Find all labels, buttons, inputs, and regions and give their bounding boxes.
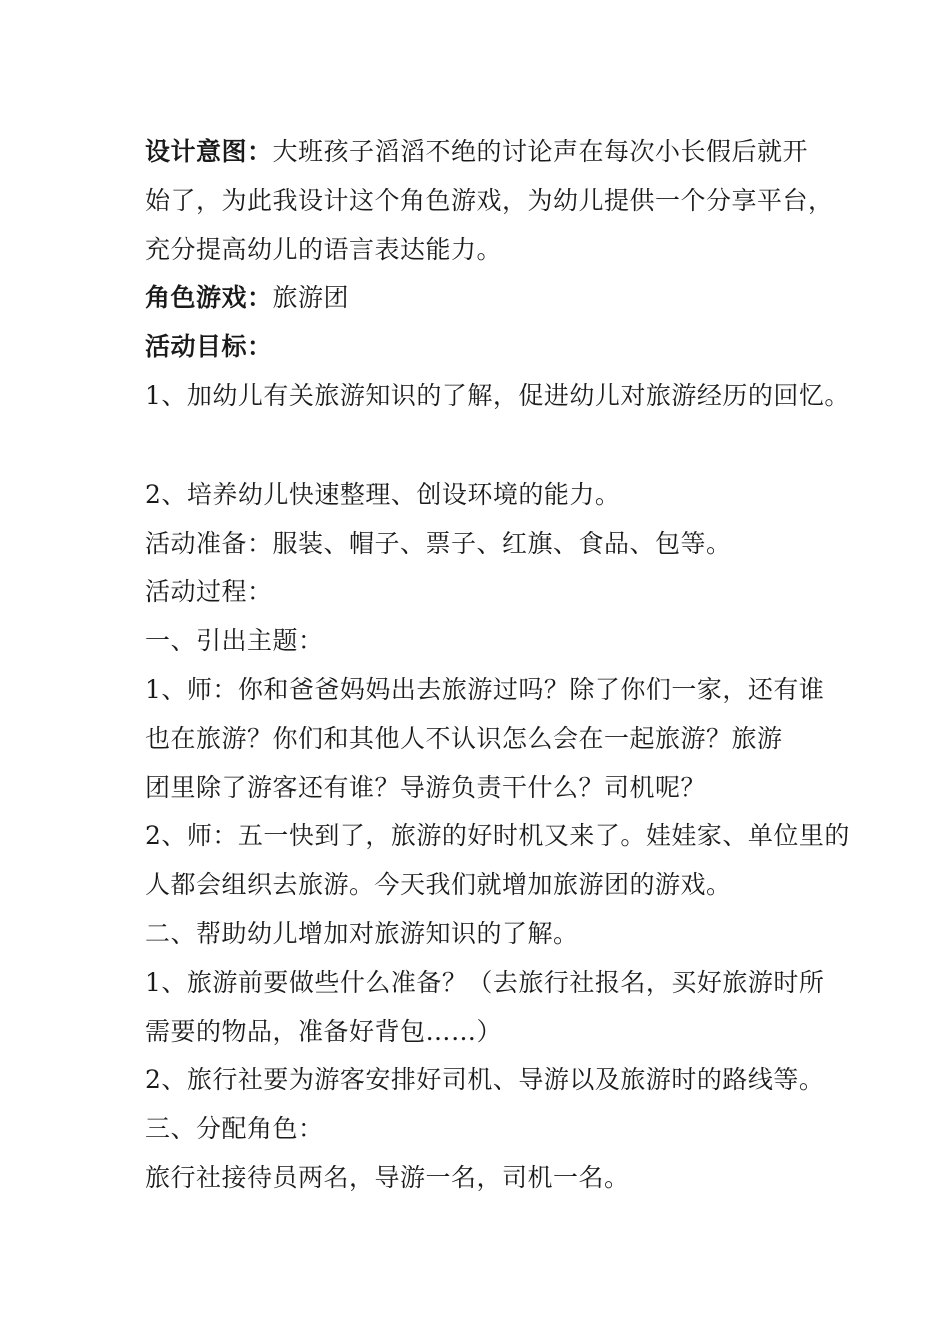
intent-paragraph-line-3: 充分提高幼儿的语言表达能力。: [145, 234, 503, 264]
step3-title: 三、分配角色：: [145, 1114, 324, 1144]
intent-paragraph-line-2: 始了，为此我设计这个角色游戏，为幼儿提供一个分享平台，: [145, 185, 834, 215]
game-label: 角色游戏：: [145, 283, 273, 313]
step1-q2-line-2: 人都会组织去旅游。今天我们就增加旅游团的游戏。: [145, 870, 732, 900]
step2-title: 二、帮助幼儿增加对旅游知识的了解。: [145, 918, 579, 948]
step2-1-line-1: 1、旅游前要做些什么准备？（去旅行社报名，买好旅游时所: [145, 967, 825, 997]
game-line: [145, 274, 825, 323]
intent-text-1: 大班孩子滔滔不绝的讨论声在每次小长假后就开: [272, 137, 809, 166]
process-label: 活动过程：: [145, 577, 273, 607]
step2-1-line-2: 需要的物品，准备好背包……）: [145, 1016, 503, 1046]
step1-title: 一、引出主题：: [145, 626, 324, 656]
preparation: 活动准备：服装、帽子、票子、红旗、食品、包等。: [145, 528, 732, 558]
step1-q1-line-2: 也在旅游？你们和其他人不认识怎么会在一起旅游？旅游: [145, 723, 783, 753]
step3-content: 旅行社接待员两名，导游一名，司机一名。: [145, 1162, 630, 1192]
step1-q2-line-1: 2、师：五一快到了，旅游的好时机又来了。娃娃家、单位里的: [145, 821, 850, 851]
step2-2: 2、旅行社要为游客安排好司机、导游以及旅游时的路线等。: [145, 1065, 825, 1095]
goal-label: 活动目标：: [145, 332, 273, 362]
goal-2: 2、培养幼儿快速整理、创设环境的能力。: [145, 479, 621, 509]
intent-label: 设计意图：: [145, 137, 273, 166]
intent-paragraph-line-1: [145, 128, 825, 177]
step1-q1-line-1: 1、师：你和爸爸妈妈出去旅游过吗？除了你们一家，还有谁: [145, 674, 825, 704]
blank-line: [145, 421, 825, 471]
document-body: [145, 128, 850, 1203]
step1-q1-line-3: 团里除了游客还有谁？导游负责干什么？司机呢？: [145, 772, 707, 802]
goal-1: 1、加幼儿有关旅游知识的了解，促进幼儿对旅游经历的回忆。: [145, 380, 850, 410]
game-value: 旅游团: [272, 283, 350, 313]
